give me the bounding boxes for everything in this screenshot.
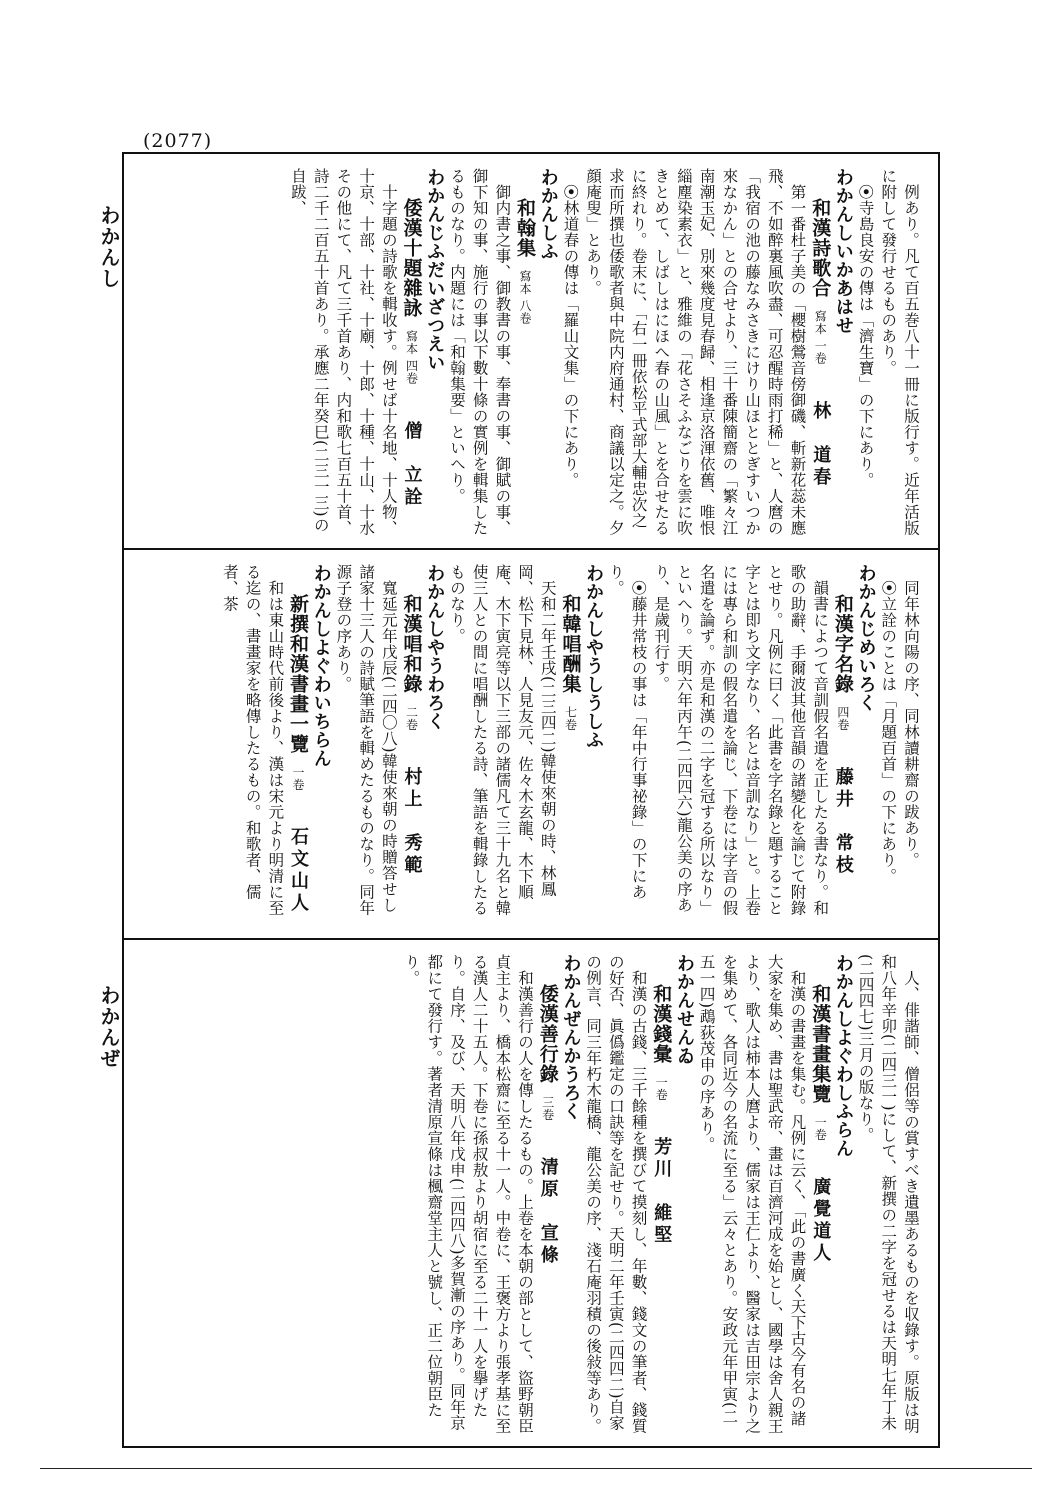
entry-title	[536, 954, 559, 1436]
column-text	[138, 168, 922, 538]
entry-title	[513, 168, 536, 538]
book-title: 和韓唱酬集	[559, 594, 582, 695]
entry-title	[559, 564, 582, 928]
bottom-rule	[40, 1468, 1032, 1469]
volume-info: 三卷	[540, 1096, 555, 1122]
entry-heading: わかんせんゐ	[673, 954, 695, 1065]
entry-title	[400, 168, 423, 538]
entry-heading: わかんしよぐわいちらん	[310, 564, 332, 768]
entry-body: 人、俳諧師、僧侶等の賞すべき遺墨あるものを収錄す。原版は明和八年辛卯(二四三一)にして、新撰の二字を冠せるは天明七年丁未(二四四七)三月の版なり。	[856, 954, 920, 1434]
author-name	[515, 325, 536, 361]
entry-body: 和漢の古錢、三千餘種を撰びて摸刻し、年數、錢文の筆者、錢質の好否、眞僞鑑定の口訣等を記せり。天明二年壬寅(二四四二)自家の例言、同三年朽木龍橋、龍公美の序、淺石庵羽積の後敍等あり。	[584, 954, 648, 1434]
page-number: (2077)	[143, 130, 213, 152]
volume-info: 一卷	[291, 766, 306, 792]
entry-body: ⦿藤井常枝の事は「年中行事祕錄」の下にあり。	[606, 564, 648, 900]
volume-info: 寫本 八卷	[518, 270, 533, 325]
book-title: 和漢詩歌合	[809, 198, 832, 299]
author-name: 廣覺道人	[810, 1177, 832, 1266]
text-band-top	[124, 154, 938, 550]
entry-body: 和漢の書畫を集む。凡例に云く、「此の書廣く天下古今有名の諸大家を集め、書は聖武帝、畫は百濟河成を始とし、國學は舍人親王より、歌人は柿本人麿より、儒家は王仁より、醫家は吉田宗より之を集めて、各同近今の名流に至る」云々とあり。安政元年甲寅(二五一四)鵡荻茂申の序あり。	[697, 954, 807, 1434]
book-title: 和翰集	[514, 198, 537, 259]
column-text	[138, 564, 922, 928]
text-frame	[122, 152, 940, 1448]
author-name: 芳川 維堅	[651, 1137, 673, 1248]
entry-heading: わかんしいかあはせ	[832, 168, 854, 335]
entry-body: 韻書によつて音訓假名遣を正したる書なり。和歌の助辭、手爾波其他音韻の諸變化を論じて附錄とせり。凡例に曰く「此書を字名錄と題すること字とは即ち文字なり、名とは音訓なり」と。上卷には專ら和訓の假名遣を論じ、下卷には字音の假名遣を論ず。亦是和漢の二字を冠する所以なり」といへり。天明六年丙午(二四四六)龍公美の序あり、是歲刊行す。	[652, 564, 830, 916]
book-title: 和漢字名錄	[831, 594, 854, 695]
entry-heading: わかんじふだいざつえい	[424, 168, 446, 372]
volume-info: 七卷	[563, 706, 578, 732]
book-title: 新撰和漢書畫一覽	[287, 594, 310, 755]
author-name	[560, 731, 581, 767]
volume-info: 寫本 四卷	[404, 330, 419, 385]
entry-title	[808, 168, 831, 538]
author-name: 石文山人	[288, 827, 310, 916]
text-band-bottom	[124, 940, 938, 1446]
author-name: 林 道春	[810, 400, 832, 489]
entry-body: ⦿寺島良安の傳は「濟生寶」の下にあり。	[856, 183, 875, 488]
book-title: 倭漢善行錄	[536, 984, 559, 1085]
entry-body: 第一番杜子美の「櫻樹鶯音傍御磯、斬新花蕊未應飛、不如醉裏風吹盡、可忍醒時雨打稀」と、人麿の「我宿の池の藤なみさきにけり山ほととぎすいつか來なかん」との合せより、三十番陳簡齋の「繁々江南潮玉妃、別來幾度見春歸、相逢京洛渾依舊、唯恨緇塵染素衣」と、雅維の「花さそふなごりを雲に吹きとめて、しばしはにほへ春の山風」とを合せたるに終れり。卷末に、「右一冊依松平式部大輔忠次之求而所撰也倭歌者與中院内府通村、商議以定之。夕顔庵叟」とあり。	[584, 168, 807, 536]
entry-heading: わかんしよぐわしふらん	[832, 954, 854, 1158]
entry-body: 天和二年壬戌(二三四二)韓使來朝の時、林鳳岡、松下見林、人見友元、佐々木玄龍、木下順庵、木下寅亮等以下三部の諸儒凡て三十九名と韓使三人との間に唱酬したる詩、筆語を輯錄したるものなり。	[447, 564, 557, 916]
entry-heading: わかんぜんかうろく	[560, 954, 582, 1121]
entry-heading: わかんしやうわろく	[424, 564, 446, 731]
entry-title	[808, 954, 831, 1436]
side-label-kanze: わかんぜ	[97, 985, 121, 1069]
entry-body: 御内書之事、御教書の事、奉書の事、御賦の事、御下知の事、施行の事以下數十條の實例を輯集したるものなり。内題には「和翰集要」といへり。	[447, 168, 512, 536]
volume-info: 二卷	[404, 706, 419, 732]
volume-info: 寫本 一卷	[813, 310, 828, 365]
entry-body: ⦿立詮のことは「月題百首」の下にあり。	[879, 579, 898, 884]
entry-title	[400, 564, 423, 928]
entry-body: 同年林向陽の序、同林讀耕齋の跋あり。	[902, 579, 920, 868]
entry-title	[831, 564, 854, 928]
author-name: 藤井 常枝	[832, 767, 854, 878]
book-title: 倭漢十題雜詠	[400, 198, 423, 319]
entry-title	[650, 954, 673, 1436]
entry-body: ⦿林道春の傳は「羅山文集」の下にあり。	[561, 183, 580, 488]
entry-title	[286, 564, 309, 928]
author-name: 村上 秀範	[401, 767, 423, 878]
entry-heading: わかんしやうしうしふ	[583, 564, 605, 749]
column-text	[138, 954, 922, 1436]
volume-info: 一卷	[654, 1076, 669, 1102]
author-name: 僧 立詮	[401, 420, 423, 509]
side-label-kanshi: わかんし	[97, 205, 121, 289]
volume-info: 一卷	[813, 1116, 828, 1142]
author-name: 清原 宣條	[537, 1157, 559, 1268]
entry-body: 和は東山時代前後より、漢は宋元より明清に至る迄の、書畫家を略傳したるもの。和歌者、儒者、茶	[220, 564, 285, 916]
entry-body: 例あり。凡て百五巻八十一冊に版行す。近年活版に附して發行せるものあり。	[879, 168, 920, 536]
entry-body: 十字題の詩歌を輯收す。例せば十名地、十人物、十京、十部、十社、十廟、十郎、十種、十山、十水その他にて、凡て三千首あり、内和歌七百五十首、詩二千二百五十首あり。承應二年癸巳(二三一三)の自跋、	[289, 168, 398, 536]
entry-body: 和漢善行の人を傳したるもの。上卷を本朝の部として、盜野朝臣貞主より、橋本松齋に至る十一人。中卷に、王褒方より張孝基に至る漢人二十五人。下卷に孫叔敖より胡宿に至る二十一人を擧げたり。自序、及び、天明八年戊申(二四四八)多賀漸の序あり。同年京都にて發行す。著者清原宣條は楓齋堂主人と號し、正二位朝臣たり。	[402, 954, 535, 1434]
entry-heading: わかんじめいろく	[855, 564, 877, 712]
text-band-middle	[124, 550, 938, 940]
book-title: 和漢書畫集覽	[809, 984, 832, 1105]
volume-info: 四卷	[835, 706, 850, 732]
entry-body: 寬延元年戊辰(二四〇八)韓使來朝の時贈答せし諸家十三人の詩賦筆語を輯めたるものなり。同年源子登の序あり。	[334, 564, 398, 916]
entry-heading: わかんしふ	[537, 168, 559, 261]
book-title: 和漢唱和錄	[400, 594, 423, 695]
book-title: 和漢錢彙	[650, 984, 673, 1065]
